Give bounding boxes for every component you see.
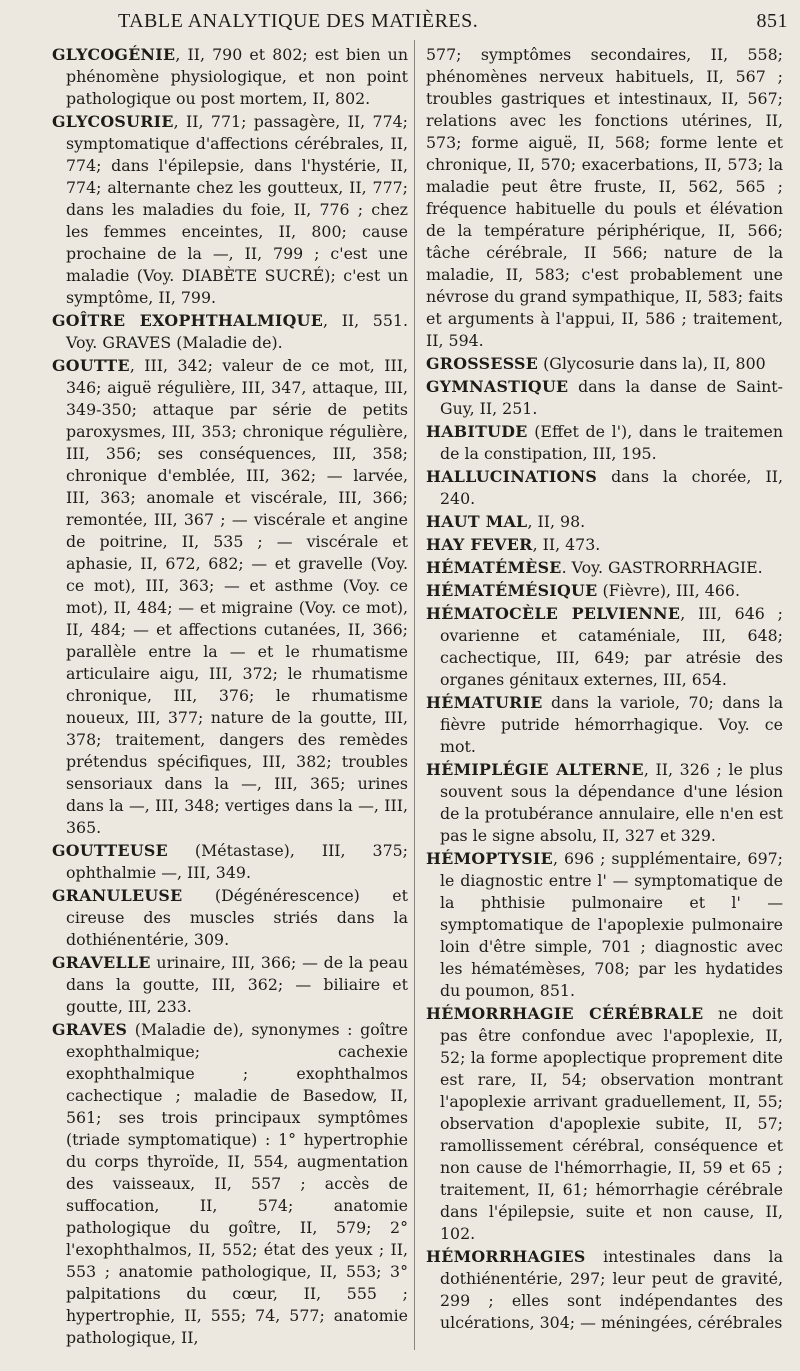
entry-text: dans la danse de Saint-Guy, II, 251. — [440, 377, 783, 418]
index-entry — [426, 759, 783, 847]
column-divider — [414, 40, 415, 1350]
entry-headword: GROSSESSE — [426, 354, 539, 373]
index-entry — [426, 1246, 783, 1334]
entry-headword: HÉMATURIE — [426, 693, 543, 712]
entry-text: (Métastase), III, 375; ophthalmie —, III, 349. — [66, 841, 408, 882]
entry-text: (Effet de l'), dans le traitemen de la constipation, III, 195. — [440, 422, 783, 463]
index-entry — [52, 952, 408, 1018]
index-entry — [426, 44, 783, 352]
entry-text: intestinales dans la dothiénentérie, 297; leur peut de gravité, 299 ; elles sont indépendantes des ulcérations, 304; — méningées, cérébrales — [440, 1247, 783, 1332]
entry-headword: GOUTTEUSE — [52, 841, 168, 860]
entry-text: dans la variole, 70; dans la fièvre putride hémorrhagique. Voy. ce mot. — [440, 693, 783, 756]
page-number: 851 — [756, 10, 788, 32]
running-header — [118, 10, 788, 33]
index-entry — [426, 421, 783, 465]
entry-text: , II, 98. — [527, 512, 586, 531]
entry-headword: GRAVES — [52, 1020, 128, 1039]
entry-headword: GOÎTRE EXOPHTHALMIQUE — [52, 311, 324, 330]
entry-headword: HALLUCINATIONS — [426, 467, 598, 486]
entry-headword: GRANULEUSE — [52, 886, 183, 905]
index-entry — [52, 840, 408, 884]
index-entry — [426, 353, 783, 375]
index-entry — [52, 310, 408, 354]
right-column — [426, 44, 783, 1335]
index-entry — [426, 1003, 783, 1245]
entry-headword: GRAVELLE — [52, 953, 151, 972]
entry-text: dans la chorée, II, 240. — [440, 467, 783, 508]
entry-headword: HÉMATÉMÉSIQUE — [426, 581, 598, 600]
index-entry — [426, 376, 783, 420]
entry-headword: HAY FEVER — [426, 535, 533, 554]
entry-text: , III, 342; valeur de ce mot, III, 346; aiguë régulière, III, 347, attaque, III, 349-350; attaque par série de petits paroxysmes, III, 353; chronique régulière, III, 356; ses conséquences, III, 358; chronique d'emblée, III, 362; — larvée, III, 363; anomale et viscérale, III, 366; remontée, III, 367 ; — viscérale et angine de poitrine, II, 535 ; — viscérale et aphasie, II, 672, 682; — et gravelle (Voy. ce mot), III, 363; — et asthme (Voy. ce mot), II, 484; — et migraine (Voy. ce mot), II, 484; — et affections cutanées, II, 366; parallèle entre la — et le rhumatisme articulaire aigu, III, 372; le rhumatisme chronique, III, 376; le rhumatisme noueux, III, 377; nature de la goutte, III, 378; traitement, dangers des remèdes prétendus spécifiques, III, 382; troubles sensoriaux dans la —, III, 365; urines dans la —, III, 348; vertiges dans la —, III, 365. — [66, 356, 408, 837]
index-entry — [426, 466, 783, 510]
entry-text: urinaire, III, 366; — de la peau dans la goutte, III, 362; — biliaire et goutte, III, 233. — [66, 953, 408, 1016]
index-entry — [426, 557, 783, 579]
entry-text: (Dégénérescence) et cireuse des muscles striés dans la dothiénentérie, 309. — [66, 886, 408, 949]
index-entry — [426, 580, 783, 602]
index-entry — [52, 885, 408, 951]
entry-text: , III, 646 ; ovarienne et cataméniale, III, 648; cachectique, III, 649; par atrésie des organes génitaux externes, III, 654. — [440, 604, 783, 689]
entry-headword: HÉMATOCÈLE PELVIENNE — [426, 604, 681, 623]
entry-text: 577; symptômes secondaires, II, 558; phénomènes nerveux habituels, II, 567 ; troubles gastriques et intestinaux, II, 567; relations avec les fonctions utérines, II, 573; forme aiguë, II, 568; forme lente et chronique, II, 570; exacerbations, II, 573; la maladie peut être fruste, II, 562, 565 ; fréquence habituelle du pouls et élévation de la température périphérique, II, 566; tâche cérébrale, II 566; nature de la maladie, II, 583; c'est probablement une névrose du grand sympathique, II, 583; faits et arguments à l'appui, II, 586 ; traitement, II, 594. — [426, 45, 783, 350]
entry-text: , II, 551. Voy. GRAVES (Maladie de). — [66, 311, 408, 352]
entry-headword: HÉMORRHAGIE CÉRÉBRALE — [426, 1004, 704, 1023]
index-entry — [426, 848, 783, 1002]
entry-text: , II, 790 et 802; est bien un phénomène physiologique, et non point pathologique ou post mortem, II, 802. — [66, 45, 408, 108]
index-entry — [426, 603, 783, 691]
index-entry — [52, 355, 408, 839]
entry-text: , II, 326 ; le plus souvent sous la dépendance d'une lésion de la protubérance annulaire, elle n'en est pas le signe absolu, II, 327 et 329. — [440, 760, 783, 845]
entry-headword: HÉMIPLÉGIE ALTERNE — [426, 760, 644, 779]
entry-text: . Voy. GASTRORRHAGIE. — [561, 558, 763, 577]
index-entry — [426, 534, 783, 556]
entry-headword: GLYCOGÉNIE — [52, 45, 176, 64]
entry-text: (Glycosurie dans la), II, 800 — [538, 354, 766, 373]
left-column — [52, 44, 408, 1350]
entry-text: , II, 473. — [532, 535, 601, 554]
entry-headword: HÉMATÉMÈSE — [426, 558, 562, 577]
index-entry — [426, 511, 783, 533]
entry-text: (Fièvre), III, 466. — [597, 581, 740, 600]
entry-text: (Maladie de), synonymes : goître exophthalmique; cachexie exophthalmique ; exophthalmos cachectique ; maladie de Basedow, II, 561; ses trois principaux symptômes (triade symptomatique) : 1° hypertrophie du corps thyroïde, II, 554, augmentation des vaisseaux, II, 557 ; accès de suffocation, II, 574; anatomie pathologique du goître, II, 579; 2° l'exophthalmos, II, 552; état des yeux ; II, 553 ; anatomie pathologique, II, 553; 3° palpitations du cœur, II, 555 ; hypertrophie, II, 555; 74, 577; anatomie pathologique, II, — [66, 1020, 408, 1347]
index-entry — [52, 111, 408, 309]
entry-headword: HÉMORRHAGIES — [426, 1247, 586, 1266]
entry-headword: GLYCOSURIE — [52, 112, 174, 131]
entry-text: ne doit pas être confondue avec l'apoplexie, II, 52; la forme apoplectique proprement dite est rare, II, 54; observation montrant l'apoplexie arrivant graduellement, II, 55; observation d'apoplexie subite, II, 57; ramollissement cérébral, conséquence et non cause de l'hémorrhagie, II, 59 et 65 ; traitement, II, 61; hémorrhagie cérébrale dans l'épilepsie, suite et non cause, II, 102. — [440, 1004, 783, 1243]
header-title: TABLE ANALYTIQUE DES MATIÈRES. — [118, 10, 479, 32]
entry-headword: HABITUDE — [426, 422, 528, 441]
entry-headword: HAUT MAL — [426, 512, 528, 531]
entry-headword: GOUTTE — [52, 356, 130, 375]
entry-headword: GYMNASTIQUE — [426, 377, 569, 396]
entry-text: , II, 771; passagère, II, 774; symptomatique d'affections cérébrales, II, 774; dans l'épilepsie, dans l'hystérie, II, 774; alternante chez les goutteux, II, 777; dans les maladies du foie, II, 776 ; chez les femmes enceintes, II, 800; cause prochaine de la —, II, 799 ; c'est une maladie (Voy. DIABÈTE SUCRÉ); c'est un symptôme, II, 799. — [66, 112, 408, 307]
index-entry — [426, 692, 783, 758]
entry-headword: HÉMOPTYSIE — [426, 849, 553, 868]
index-entry — [52, 1019, 408, 1349]
entry-text: , 696 ; supplémentaire, 697; le diagnostic entre l' — symptomatique de la phthisie pulmonaire et l' — symptomatique de l'apoplexie pulmonaire loin d'être simple, 701 ; diagnostic avec les hématémèses, 708; par les hydatides du poumon, 851. — [440, 849, 783, 1000]
index-entry — [52, 44, 408, 110]
